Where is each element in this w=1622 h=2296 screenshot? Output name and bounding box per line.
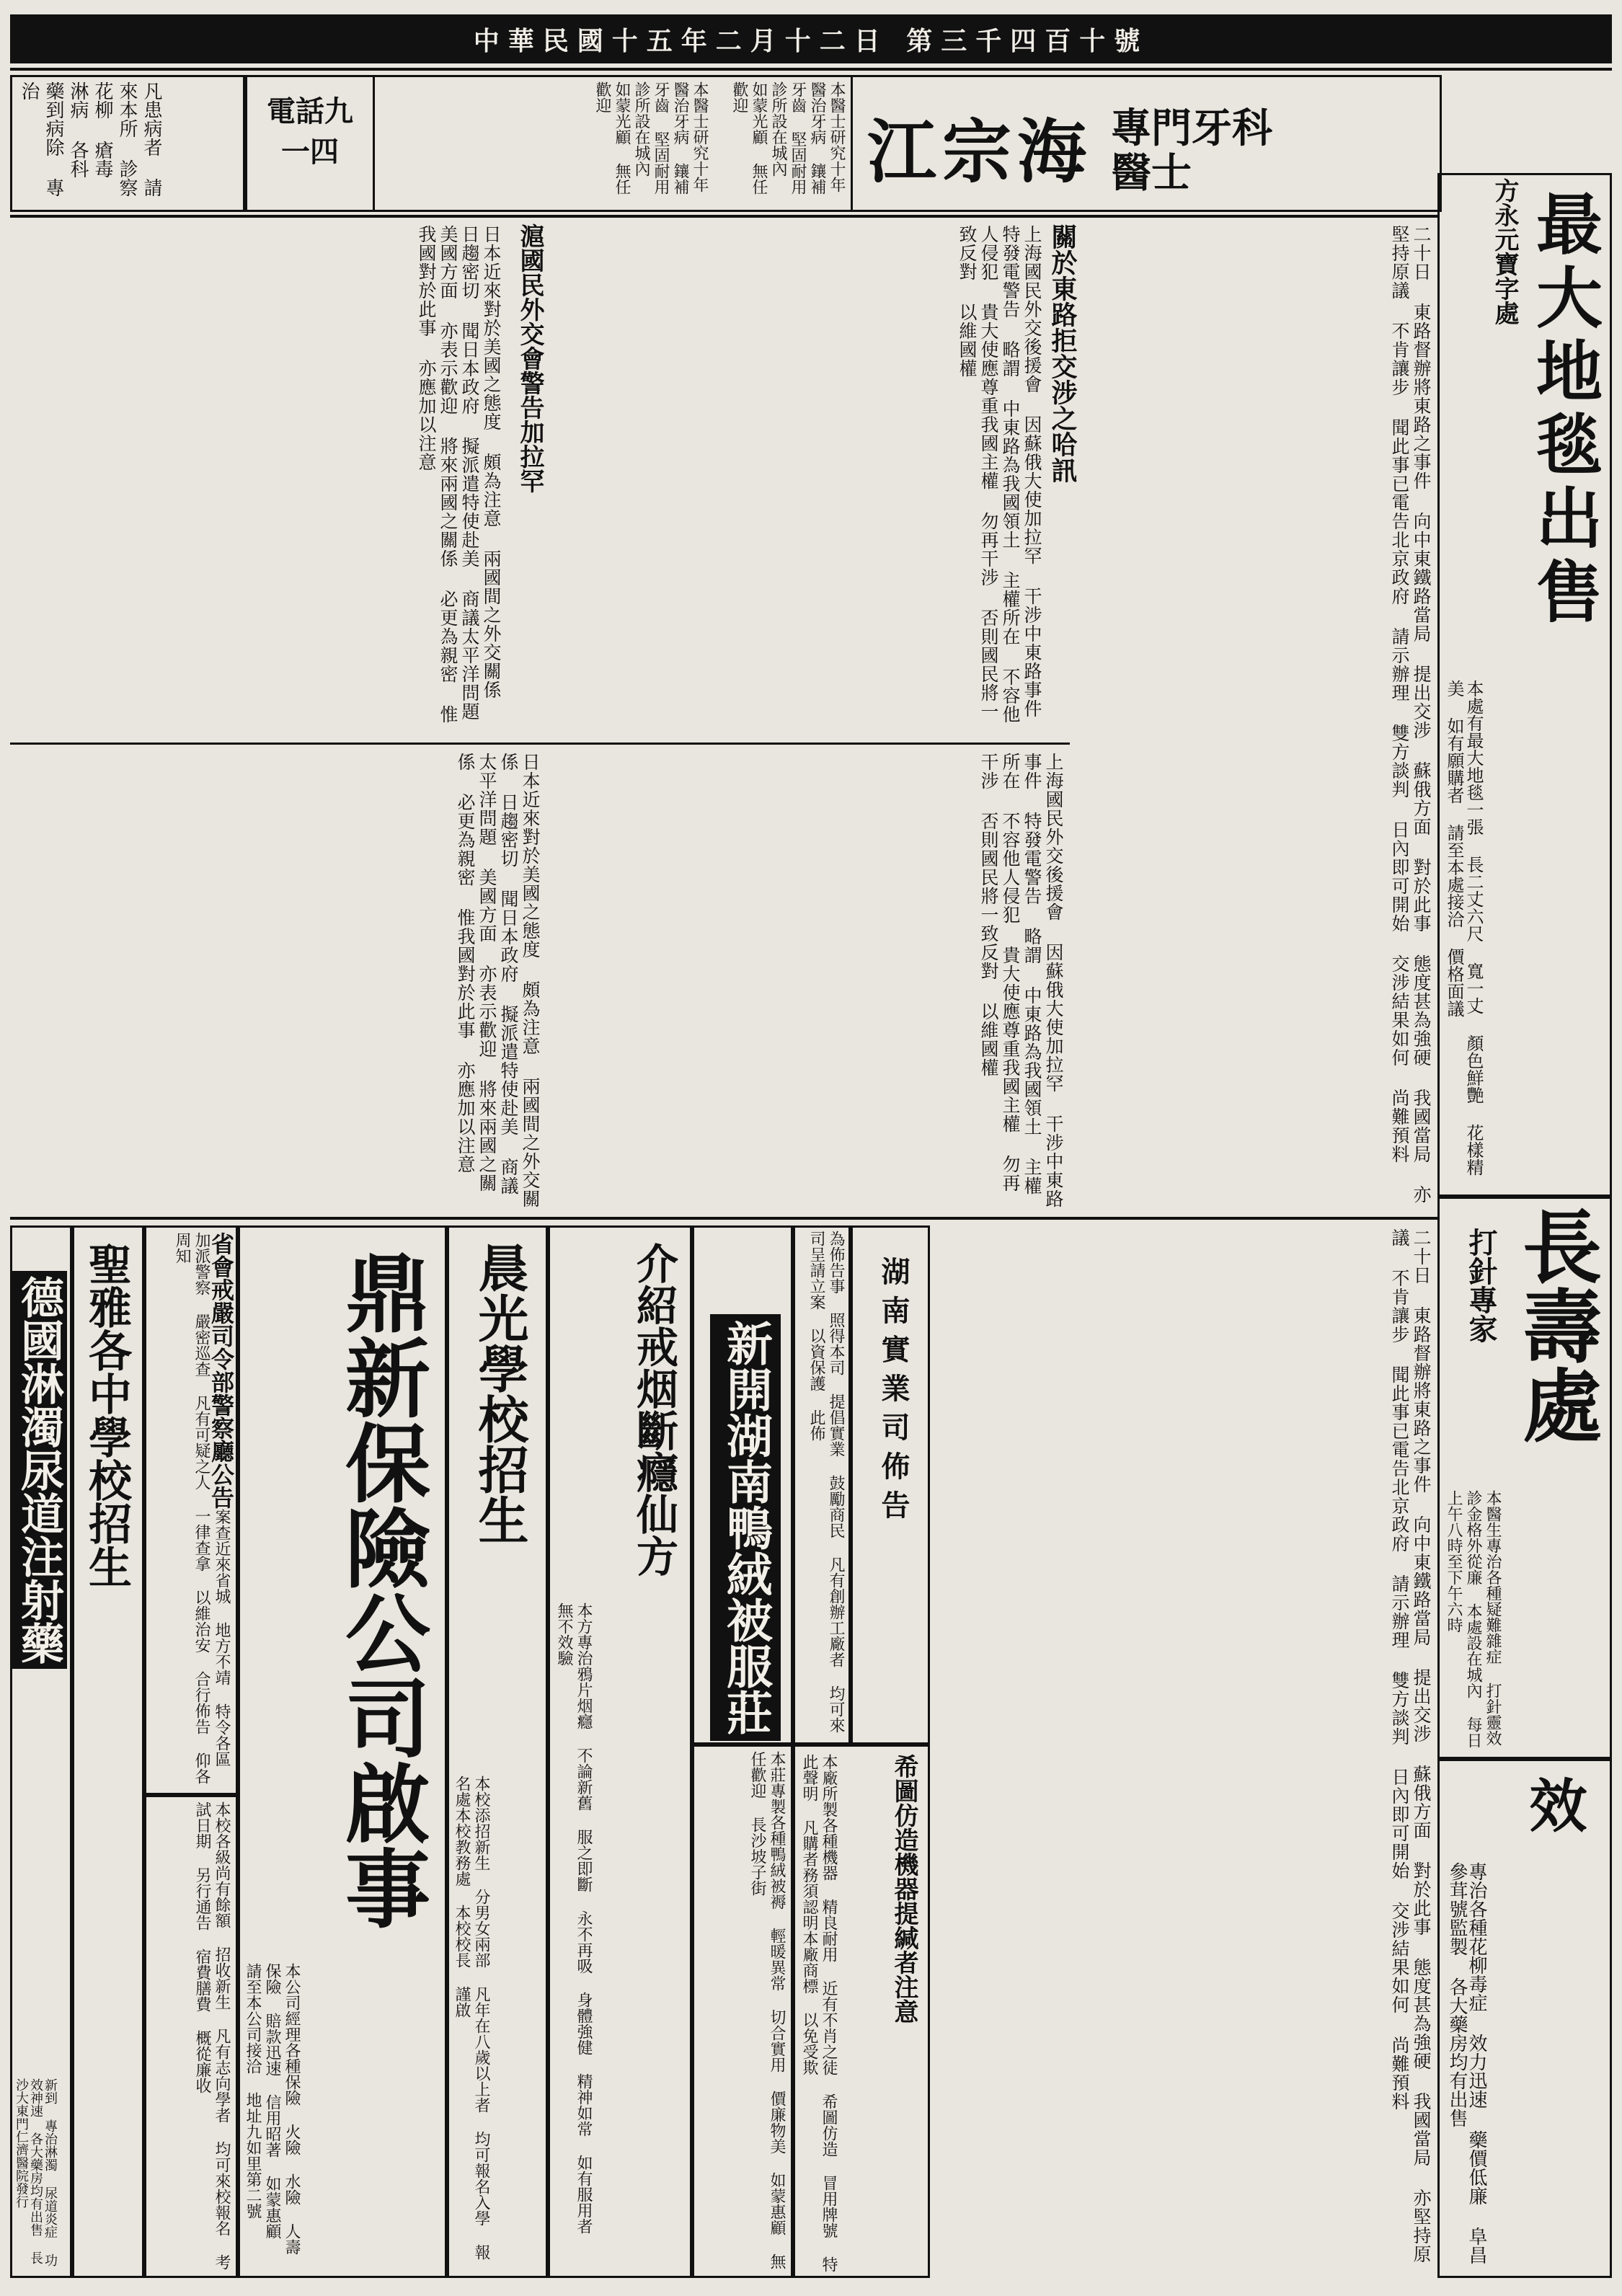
article-lower-right: 二十日 東路督辦將東路之事件 向中東鐵路當局 提出交涉 蘇俄方面 對於此事 態度甚為強硬 我國當局 亦堅持原議 不肯讓步 聞此事已電告北京政府 請示辦理 雙方談判 日內即可開始 交涉結果如何 尚難預料 [1389, 1228, 1432, 2264]
ad-yarong-body: 本莊專製各種鴨絨被褥 輕暖異常 切合實用 價廉物美 如蒙惠顧 無任歡迎 長沙坡子街 [692, 1745, 793, 2278]
ad-shiye [851, 1225, 930, 1745]
rug-seller: 方永元寶字處 [1490, 178, 1519, 325]
ad-jieyan [548, 1225, 692, 2278]
ad-yarong [692, 1225, 793, 1745]
acupuncture-label: 打針專家 [1464, 1228, 1498, 1343]
issue-line: 中華民國十五年二月十二日 第三千四百十號 [473, 25, 1149, 56]
ad-xiji [793, 1745, 930, 2278]
ad-jiangzonghai-title: 江宗海 [867, 111, 1092, 192]
ad-acupuncture [1437, 1197, 1612, 1759]
dingxin-body: 本公司經理各種保險 火險 水險 人壽保險 賠款迅速 信用昭著 如蒙惠顧 請至本公司接洽 地址九如里第二號 [244, 1963, 301, 2255]
medicine-body: 專治各種花柳毒症 效力迅速 藥價低廉 阜昌參茸號監製 各大藥房均有出售 [1446, 1862, 1487, 2264]
masthead-rule [10, 68, 1612, 71]
ad-band-rule [10, 215, 1437, 218]
article-right-top: 二十日 東路督辦將東路之事件 向中東鐵路當局 提出交涉 蘇俄方面 對於此事 態度甚為強硬 我國當局 亦堅持原議 不肯讓步 聞此事已電告北京政府 請示辦理 雙方談判 日內即可開始 交涉結果如何 尚難預料 [1389, 225, 1432, 1204]
article-middle-top: 上海國民外交後援會 因蘇俄大使加拉罕 干涉中東路事件 特發電警告 略謂 中東路為我國領土 主權所在 不容他人侵犯 貴大使應尊重我國主權 勿再干涉 否則國民將一致反對 以維國權 [957, 225, 1042, 724]
ad-jiangzonghai-body: 本醫士研究十年 醫治牙病 鑲補牙齒 堅固耐用 診所設在城內 如蒙光顧 無任歡迎 [714, 75, 851, 212]
ad-dingxin [238, 1225, 447, 2278]
ad-jiangzonghai-subtitle: 專門牙科醫士 [1111, 105, 1272, 197]
medicine-title: 效 [1520, 1776, 1587, 1833]
ad-shiye-body: 為佈告事 照得本司 提倡實業 鼓勵商民 凡有創辦工廠者 均可來司呈請立案 以資保護 此佈 [793, 1225, 851, 1745]
ad-shengya [72, 1225, 144, 2278]
article-left-top: 日本近來對於美國之態度 頗為注意 兩國間之外交關係 日趨密切 聞日本政府 擬派遣特使赴美 商議太平洋問題 美國方面 亦表示歡迎 將來兩國之關係 必更為親密 惟我國對於此事 亦應加以注意 [416, 225, 502, 724]
mid-rule-2 [10, 1217, 1437, 1220]
jieyan-title: 介紹戒烟斷癮仙方 [629, 1242, 678, 1577]
ad-medicine [1437, 1759, 1612, 2278]
ad-clinic [10, 75, 245, 212]
dezhuo-body: 新到 專治淋濁 尿道炎症 功效神速 各大藥房均有出售 長沙大東門仁濟醫院發行 [14, 2078, 58, 2266]
ad-phone [245, 75, 375, 212]
masthead-bar [10, 14, 1612, 63]
shengya-title: 聖雅各中學校招生 [81, 1242, 132, 1588]
ad-dezhuo [10, 1225, 72, 2278]
acupuncture-title: 長壽處 [1510, 1206, 1603, 1444]
shanghai-headline: 滬國民外交會警告加拉罕 [515, 223, 544, 493]
article-middle-row2: 上海國民外交後援會 因蘇俄大使加拉罕 干涉中東路事件 特發電警告 略謂 中東路為我國領土 主權所在 不容他人侵犯 貴大使應尊重我國主權 勿再干涉 否則國民將一致反對 以維國權 [978, 753, 1064, 1208]
article-left-row2: 日本近來對於美國之態度 頗為注意 兩國間之外交關係 日趨密切 聞日本政府 擬派遣特使赴美 商議太平洋問題 美國方面 亦表示歡迎 將來兩國之關係 必更為親密 惟我國對於此事 亦應加以注意 [455, 753, 541, 1208]
phone-label: 電話九一四 [267, 94, 353, 169]
ad-shengya-body: 本校各級尚有餘額 招收新生 凡有志向學者 均可來校報名 考試日期 另行通告 宿費膳費 概從廉收 [144, 1795, 238, 2278]
rug-body: 本處有最大地毯一張 長二丈六尺 寬一丈 顏色鮮艷 花樣精美 如有願購者 請至本處接洽 價格面議 [1444, 680, 1484, 1176]
mid-rule-1 [10, 743, 1070, 745]
dezhuo-title: 德國淋濁尿道注射藥 [11, 1271, 67, 1669]
chenguang-body: 本校添招新生 分男女兩部 凡年在八歲以上者 均可報名入學 報名處本校教務處 本校校長 謹啟 [453, 1776, 490, 2260]
jingcha-body: 案查近來省城 地方不靖 特令各區 加派警察 嚴密巡查 凡有可疑之人 一律查拿 以維治安 合行佈告 仰各周知 [173, 1232, 231, 1784]
jingcha-title: 省會戒嚴司令部警察廳公告 [208, 1232, 235, 1509]
rug-title: 最大地毯出售 [1525, 190, 1603, 631]
shiye-title: 湖南實業司佈告 [877, 1256, 910, 1529]
ad-clinic-body: 凡患病者 請來本所 診察 花柳 瘡毒 淋病 各科 藥到病除 專治 [18, 81, 162, 197]
xiji-body: 本廠所製各種機器 精良耐用 近有不肖之徒 希圖仿造 冒用牌號 特此聲明 凡購者務須認明本廠商標 以免受欺 [800, 1754, 838, 2272]
east-road-headline: 關於東路拒交涉之哈訊 [1047, 223, 1078, 483]
jieyan-body: 本方專治鴉片烟癮 不論新舊 服之即斷 永不再吸 身體強健 精神如常 如有服用者 無不效驗 [555, 1603, 593, 2234]
ad-misc: 本醫士研究十年 醫治牙病 鑲補牙齒 堅固耐用 診所設在城內 如蒙光顧 無任歡迎 [375, 75, 714, 212]
article-headline-shanghai [505, 223, 548, 728]
ad-jingcha [144, 1225, 238, 1795]
chenguang-title: 晨光學校招生 [470, 1242, 530, 1545]
xiji-title: 希圖仿造機器提緘者注意 [890, 1754, 918, 2024]
ad-chenguang [447, 1225, 548, 2278]
article-headline-east-road [1045, 223, 1081, 584]
yarong-title: 新開湖南鴨絨被服莊 [710, 1314, 781, 1741]
acupuncture-body: 本醫生專治各種疑難雜症 打針靈效 診金格外從廉 本處設在城內 每日上午八時至下午六時 [1445, 1490, 1502, 1748]
dingxin-title: 鼎新保險公司啟事 [331, 1249, 431, 1930]
ad-rug [1437, 173, 1612, 1197]
ad-jiangzonghai [851, 75, 1442, 212]
